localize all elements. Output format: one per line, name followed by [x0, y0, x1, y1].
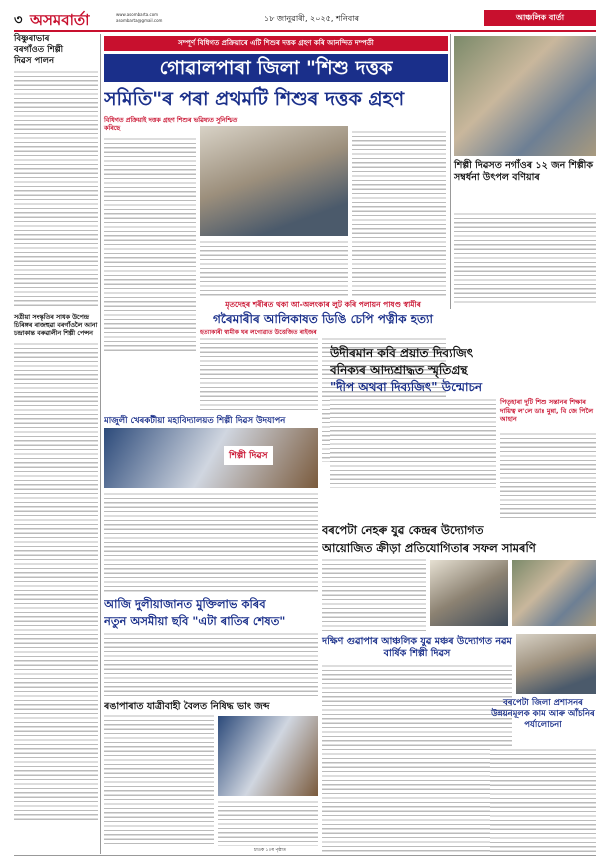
barpeta-sports-photo-2	[512, 560, 596, 626]
barpeta-admin-photo	[516, 634, 596, 694]
section-label-text: আঞ্চলিক বাৰ্তা	[515, 13, 565, 22]
rangpara-body-2	[218, 800, 318, 846]
majuli-photo	[104, 428, 318, 488]
section-label	[484, 10, 596, 26]
artists-photo	[454, 36, 596, 156]
lead-title-2: সমিতি"ৰ পৰা প্ৰথমটি শিশুৰ দত্তক গ্ৰহণ	[104, 88, 405, 110]
udiram-title-1: উদীৰমান কবি প্ৰয়াত দিব্যজিৎ	[330, 346, 474, 360]
artists-title: শিল্পী দিৱসত নগাঁওৰ ১২ জন শিল্পীক সম্বৰ্ধনা উৎপল বণিয়াৰ	[454, 160, 594, 183]
udiram-sidebar-body	[500, 432, 596, 520]
movie-body	[104, 632, 318, 696]
paper-logo: অসমবাৰ্তা	[30, 11, 90, 29]
udiram-title-3: "দীপ অথবা দিব্যজিৎ" উন্মোচন	[330, 380, 483, 394]
email-address: asombarta@gmail.com	[116, 18, 163, 23]
lead-title-1-text: গোৱালপাৰা জিলা "শিশু দত্তক	[159, 57, 393, 79]
lead-banner	[104, 36, 448, 51]
barpeta-sports-title-1: বৰপেটা নেহৰু যুৱ কেন্দ্ৰৰ উদ্যোগত	[322, 523, 484, 537]
lead-body-right	[352, 130, 446, 296]
left-story-2	[14, 314, 98, 854]
goalpara-youth-body	[322, 664, 512, 854]
rangpara-photo	[218, 716, 318, 796]
movie-title-1: আজি দুলীয়াজানত মুক্তিলাভ কৰিব	[104, 597, 266, 611]
udiram-title-2: বনিক্যৰ আদ্যশ্ৰাদ্ধত স্মৃতিগ্ৰন্থ	[330, 363, 468, 377]
lead-body-left	[104, 137, 196, 353]
udiram-sidebar: পিতৃহাৰা দুটি শিশু সন্তানৰ শিক্ষাৰ দায়িত্ব ল'লে ডাঃ মুন্না, বি জে পিলৈ আহান	[500, 398, 594, 423]
rangpara-title: ৰঙাপাৰাত যাত্ৰীবাহী বৈলত নিষিদ্ধ ভাং জব্দ	[104, 701, 270, 712]
date-line: ১৮ জানুৱাৰী, ২০২৫, শনিবাৰ	[264, 14, 360, 23]
left-story-2-title: সত্ৰীয়া সংস্কৃতিৰ সাধক উপেন্দ্ৰ চিৰিঙ্গৰ ৰাজহুৱা বৰগাঁওলৈ আনা চন্দ্ৰাকান্ত বৰুৱালীন শিল্পী পেন্সন	[14, 314, 98, 337]
left-story-body	[14, 70, 98, 308]
left-headline-3: দিৱস পালন	[14, 56, 55, 66]
left-headline-1: বিষ্ণুৰাভাৰ	[14, 34, 50, 44]
barpeta-sports-photo-1	[430, 560, 508, 626]
lead-title-1	[104, 54, 448, 82]
left-column-story	[14, 34, 98, 309]
majuli-title: মাজুলী খেৰকটীয়া মহাবিদ্যালয়ত শিল্পী দিৱস উদযাপন	[104, 416, 286, 426]
goalpara-youth-title: দক্ষিণ গুৱাপাৰ আঞ্চলিক যুৱ মঞ্চৰ উদ্যোগত নৱম বাৰ্ষিক শিল্পী দিৱস	[322, 636, 512, 659]
continued-note: চাওক ১০ৰ পৃষ্ঠাত	[253, 848, 287, 853]
lead-subtitle: বিধিগত প্ৰক্ৰিয়াই দত্তক গ্ৰহণ শিশুৰ ভৱিষ্যত সুনিশ্চিত কৰিছে	[104, 117, 238, 132]
barpeta-admin-body	[490, 748, 596, 854]
murder-sub: হত্যাকাৰী স্বামীক ঘৰ লগোৱাত উত্তেজিত ৰাইজৰ	[200, 329, 317, 336]
artists-body	[454, 212, 596, 306]
movie-title-2: নতুন অসমীয়া ছবি "এটা ৰাতিৰ শেষত"	[104, 614, 286, 628]
page-number: ৩	[14, 13, 23, 28]
web-address: www.asombarta.com	[116, 12, 159, 17]
barpeta-sports-body	[322, 558, 426, 632]
murder-title: গৰৈমাৰীৰ আলিকাষত ডিঙি চেপি পত্নীক হত্যা	[213, 312, 433, 326]
rangpara-body	[104, 714, 214, 846]
lead-banner-text: সম্পূৰ্ণ বিধিগত প্ৰক্ৰিয়াৰে এটি শিশুৰ দত্তক গ্ৰহণ কৰি আনন্দিত দম্পতী	[178, 39, 374, 47]
murder-body-1	[200, 337, 318, 411]
left-story-2-body	[14, 342, 98, 820]
majuli-body	[104, 492, 318, 592]
majuli-banner: শিল্পী দিৱস	[224, 446, 273, 465]
left-headline-2: বৰগাঁওত শিল্পী	[14, 45, 64, 55]
lead-photo	[200, 126, 348, 236]
barpeta-admin-title: বৰপেটা জিলা প্ৰশাসনৰ উন্নয়নমূলক কাম আৰু আঁচনিৰ পৰ্যালোচনা	[491, 698, 595, 730]
masthead	[14, 8, 596, 32]
barpeta-sports-title-2: আয়োজিত ক্ৰীড়া প্ৰতিযোগিতাৰ সফল সামৰণি	[322, 541, 536, 555]
murder-kicker: মৃতদেহৰ শৰীৰত থকা আ-অলংকাৰ লুট কৰি পলায়ন পাষণ্ড স্বামীৰ	[225, 300, 421, 309]
lead-body-mid	[200, 240, 348, 296]
udiram-body	[330, 398, 496, 488]
